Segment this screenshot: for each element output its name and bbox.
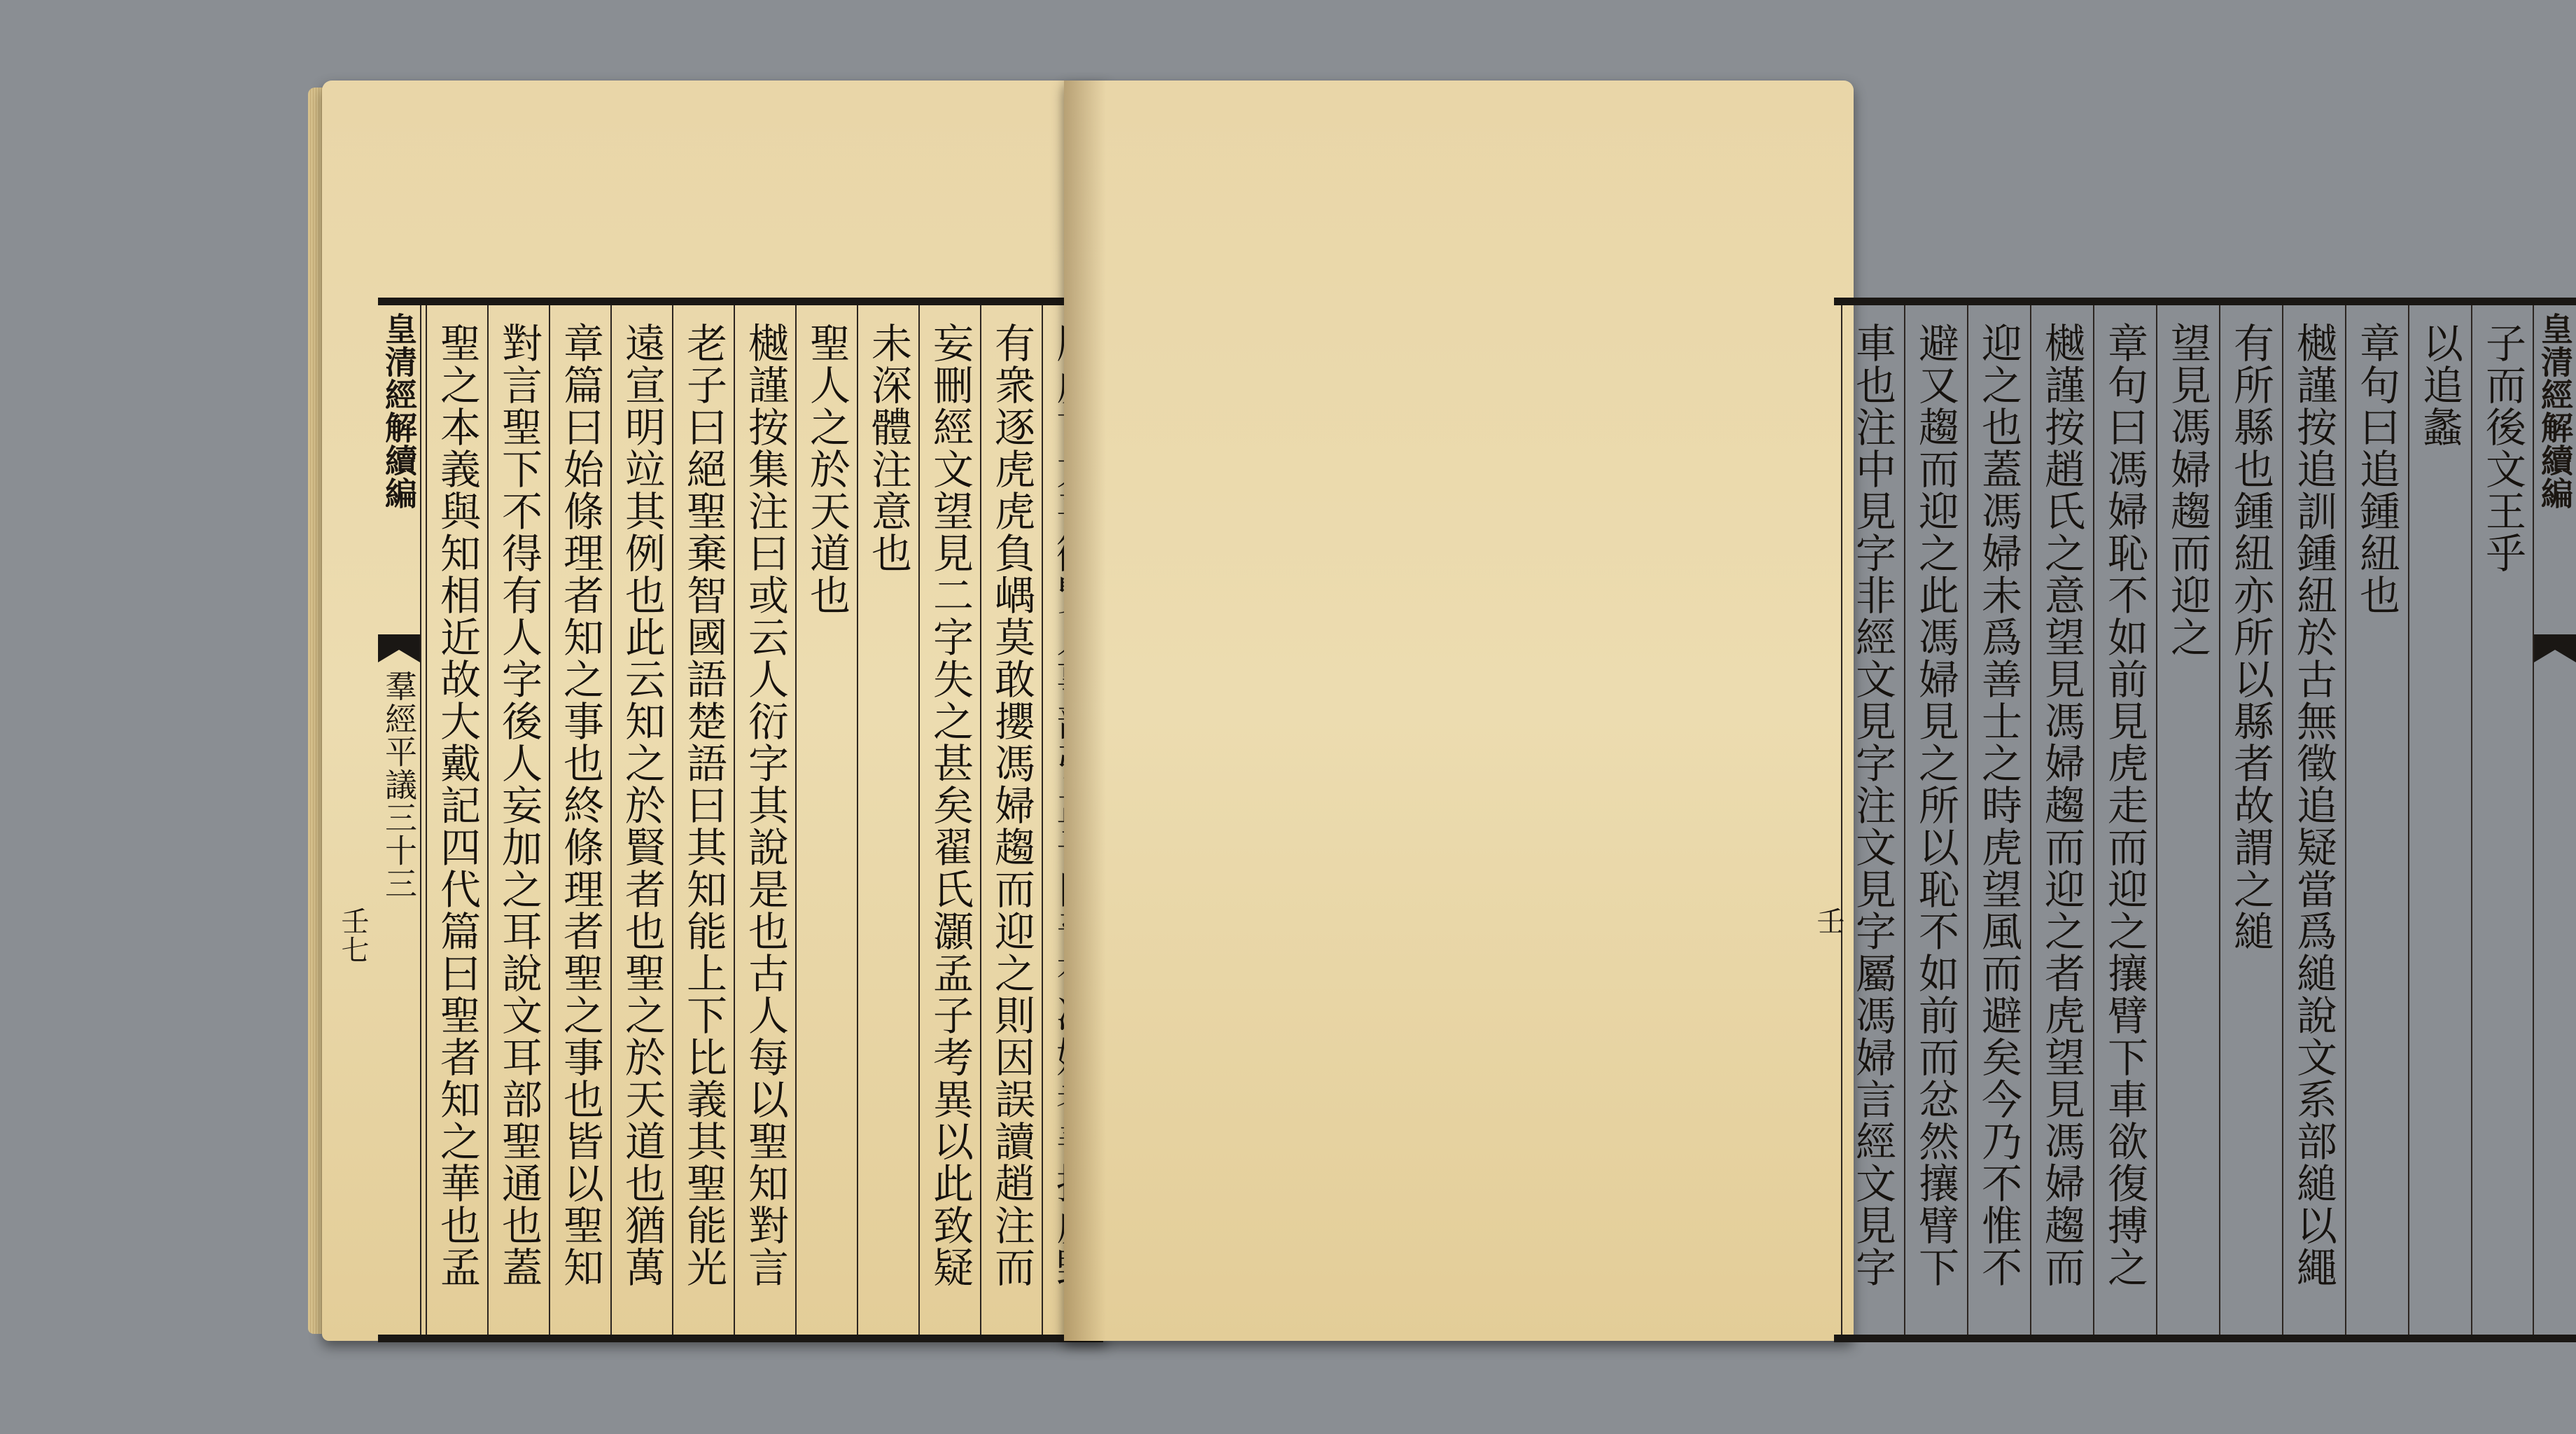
right-page-margin-strip — [2533, 305, 2576, 1335]
left-page — [322, 81, 1106, 1341]
column-text: 有所縣也鍾紐亦所以縣者故謂之縋 — [2227, 322, 2274, 952]
column-text: 樾謹按趙氏之意望見馮婦趨而迎之者虎望見馮婦趨而 — [2038, 322, 2085, 1288]
left-column — [672, 305, 734, 1335]
column-text: 未深體注意也 — [864, 322, 912, 574]
left-column — [980, 305, 1042, 1335]
fishtail-mark — [378, 634, 420, 662]
left-column — [487, 305, 549, 1335]
right-column — [2093, 305, 2155, 1335]
right-column — [2156, 305, 2218, 1335]
right-column — [1841, 305, 1903, 1335]
column-text: 以追蠡 — [2416, 322, 2463, 448]
left-column — [549, 305, 610, 1335]
column-text: 樾謹按集注曰或云人衍字其說是也古人每以聖知對言 — [741, 322, 789, 1288]
right-column — [2282, 305, 2344, 1335]
right-page — [1064, 81, 2574, 1341]
margin-subtitle: 羣經平議三十三 — [380, 669, 418, 900]
column-text: 子而後文王乎 — [2479, 322, 2526, 574]
column-text: 聖之本義與知相近故大戴記四代篇曰聖者知之華也孟 — [433, 322, 481, 1288]
left-column — [610, 305, 672, 1335]
right-column — [2408, 305, 2470, 1335]
column-text: 章句曰追鍾紐也 — [2353, 322, 2400, 616]
right-column — [1967, 305, 2029, 1335]
left-page-margin-strip — [378, 305, 421, 1335]
left-column — [426, 305, 487, 1335]
column-text: 對言聖下不得有人字後人妄加之耳說文耳部聖通也蓋 — [495, 322, 542, 1288]
column-text: 聖人之於天道也 — [803, 322, 850, 616]
column-text: 老子曰絕聖棄智國語楚語曰其知能上下比義其聖能光 — [680, 322, 727, 1288]
column-text: 章句曰馮婦恥不如前見虎走而迎之攘臂下車欲復搏之 — [2101, 322, 2148, 1288]
column-text: 望見馮婦趨而迎之 — [2164, 322, 2211, 658]
right-column — [2471, 305, 2533, 1335]
open-book — [308, 81, 2574, 1348]
left-column — [857, 305, 918, 1335]
column-text: 章篇曰始條理者知之事也終條理者聖之事也皆以聖知 — [556, 322, 604, 1288]
left-column — [734, 305, 795, 1335]
right-folio: 壬 — [1812, 907, 1844, 935]
right-column — [2219, 305, 2281, 1335]
right-column — [1904, 305, 1966, 1335]
column-text: 妄刪經文望見二字失之甚矣翟氏灝孟子考異以此致疑 — [926, 322, 974, 1288]
column-text: 迎之也蓋馮婦未爲善士之時虎望風而避矣今乃不惟不 — [1975, 322, 2022, 1288]
column-text: 車也注中見字非經文見字注文見字屬馮婦言經文見字 — [1849, 322, 1896, 1288]
right-column — [2030, 305, 2092, 1335]
column-text: 有衆逐虎虎負嵎莫敢攖馮婦趨而迎之則因誤讀趙注而 — [988, 322, 1035, 1288]
margin-title: 皇清經解續編 — [380, 312, 418, 510]
column-text: 遠宣明竝其例也此云知之於賢者也聖之於天道也猶萬 — [618, 322, 666, 1288]
column-text: 避又趨而迎之此馮婦見之所以恥不如前而忿然攘臂下 — [1912, 322, 1959, 1288]
left-folio: 壬七 — [337, 907, 369, 964]
margin-title: 皇清經解續編 — [2536, 312, 2574, 510]
fishtail-mark — [2534, 634, 2576, 662]
left-column — [918, 305, 980, 1335]
right-page-text-frame — [1834, 298, 2576, 1342]
left-page-text-frame — [378, 298, 1103, 1342]
left-column — [795, 305, 857, 1335]
column-text: 樾謹按追訓鍾紐於古無徵追疑當爲縋說文系部縋以繩 — [2290, 322, 2337, 1288]
right-column — [2345, 305, 2407, 1335]
